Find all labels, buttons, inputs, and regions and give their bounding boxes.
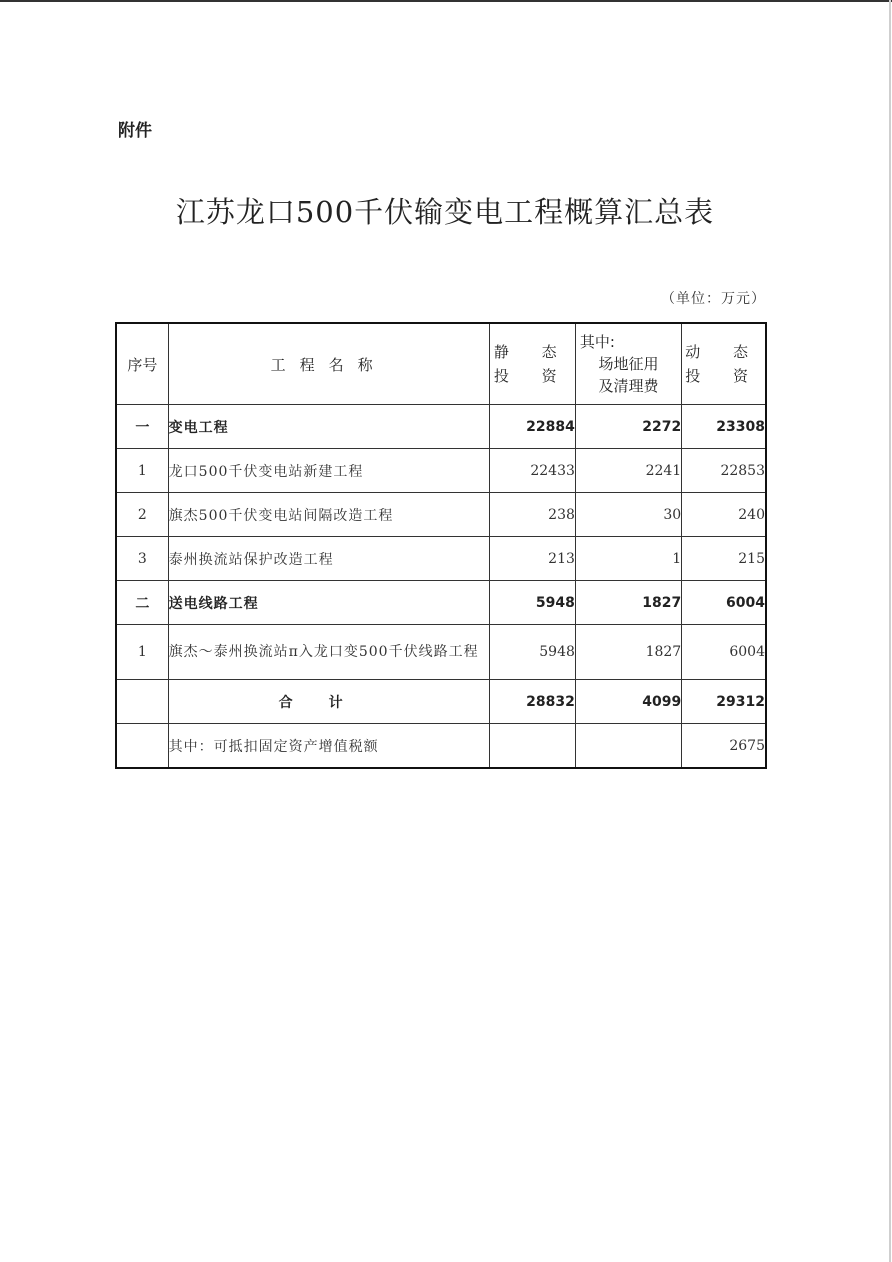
- header-land-line1: 其中:: [579, 333, 615, 351]
- row-name: 龙口500千伏变电站新建工程: [168, 449, 489, 493]
- row-dynamic: 23308: [682, 405, 766, 449]
- row-name: 旗杰～泰州换流站π入龙口变500千伏线路工程: [168, 625, 489, 680]
- row-seq: 3: [116, 537, 168, 581]
- row-seq: 1: [116, 625, 168, 680]
- header-dynamic-investment: [682, 323, 766, 405]
- row-name: 旗杰500千伏变电站间隔改造工程: [168, 493, 489, 537]
- header-land-cost: [575, 323, 681, 405]
- table-row: [116, 449, 766, 493]
- table-row: [116, 625, 766, 680]
- row-dynamic: 22853: [682, 449, 766, 493]
- note-label: 其中：可抵扣固定资产增值税额: [168, 724, 489, 769]
- header-static-investment: [489, 323, 575, 405]
- header-seq: 序号: [116, 323, 168, 405]
- total-static: 28832: [489, 680, 575, 724]
- row-land: 1827: [575, 625, 681, 680]
- table-row: [116, 493, 766, 537]
- header-static-line1: 静 态: [493, 343, 571, 361]
- row-dynamic: 240: [682, 493, 766, 537]
- table-header-row: [116, 323, 766, 405]
- table-row: [116, 581, 766, 625]
- row-static: 22884: [489, 405, 575, 449]
- header-project-name: 工程名称: [168, 323, 489, 405]
- table-row: [116, 405, 766, 449]
- row-static: 213: [489, 537, 575, 581]
- header-land-line3: 及清理费: [598, 377, 659, 395]
- row-dynamic: 6004: [682, 625, 766, 680]
- note-seq-empty: [116, 724, 168, 769]
- note-land-empty: [575, 724, 681, 769]
- row-land: 2272: [575, 405, 681, 449]
- row-seq: 2: [116, 493, 168, 537]
- row-seq: 一: [116, 405, 168, 449]
- row-static: 5948: [489, 581, 575, 625]
- row-static: 238: [489, 493, 575, 537]
- row-static: 22433: [489, 449, 575, 493]
- row-land: 30: [575, 493, 681, 537]
- table-row: [116, 537, 766, 581]
- right-border-line: [889, 0, 891, 1262]
- total-label: 合计: [168, 680, 489, 724]
- total-dynamic: 29312: [682, 680, 766, 724]
- row-name: 泰州换流站保护改造工程: [168, 537, 489, 581]
- header-land-line2: 场地征用: [598, 355, 659, 373]
- budget-summary-table: [115, 322, 767, 769]
- note-static-empty: [489, 724, 575, 769]
- total-seq-empty: [116, 680, 168, 724]
- row-land: 1827: [575, 581, 681, 625]
- row-name: 变电工程: [168, 405, 489, 449]
- row-dynamic: 215: [682, 537, 766, 581]
- attachment-label: 附件: [118, 121, 152, 141]
- row-dynamic: 6004: [682, 581, 766, 625]
- document-title: 江苏龙口500千伏输变电工程概算汇总表: [175, 195, 715, 229]
- row-land: 1: [575, 537, 681, 581]
- row-seq: 1: [116, 449, 168, 493]
- row-static: 5948: [489, 625, 575, 680]
- top-border-line: [0, 0, 892, 2]
- row-name: 送电线路工程: [168, 581, 489, 625]
- total-row: [116, 680, 766, 724]
- header-dynamic-line1: 动 态: [685, 343, 762, 361]
- header-static-line2: 投 资: [493, 367, 571, 385]
- total-land: 4099: [575, 680, 681, 724]
- header-dynamic-line2: 投 资: [685, 367, 762, 385]
- unit-note: （单位：万元）: [661, 291, 766, 307]
- row-seq: 二: [116, 581, 168, 625]
- row-land: 2241: [575, 449, 681, 493]
- note-dynamic: 2675: [682, 724, 766, 769]
- note-row: [116, 724, 766, 769]
